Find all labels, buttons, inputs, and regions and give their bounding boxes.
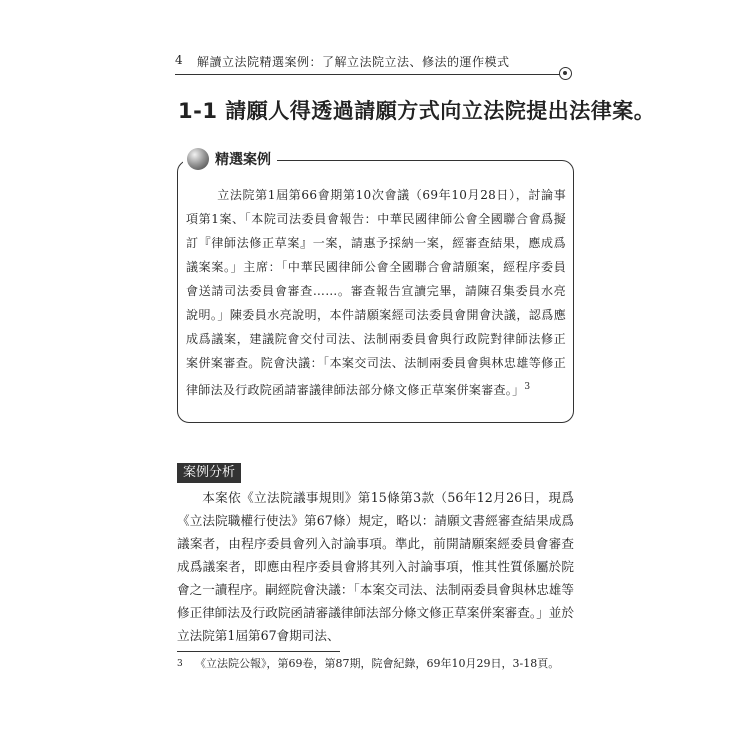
footnote-reference: 3 bbox=[524, 382, 531, 392]
section-title: 1-1 請願人得透過請願方式向立法院提出法律案。 bbox=[178, 99, 656, 123]
header-rule bbox=[175, 74, 562, 75]
footnote-rule bbox=[177, 651, 340, 652]
case-box-tag bbox=[183, 146, 277, 172]
page-number: 4 bbox=[175, 53, 184, 67]
analysis-paragraph: 本案依《立法院議事規則》第15條第3款（56年12月26日，現爲《立法院職權行使法》第67條）規定，略以：請願文書經審查結果成爲議案者，由程序委員會列入討論事項。準此，前開請願案經委員會審查成爲議案者，即應由程序委員會將其列入討論事項，惟其性質係屬於院會之一讀程序。嗣經院會決議：「本案交司法、法制兩委員會與林忠雄等修正律師法及行政院函請審議律師法部分條文修正草案併案審查。」並於立法院第1屆第67會期司法、 bbox=[177, 490, 574, 643]
running-header-title: 解讀立法院精選案例：了解立法院立法、修法的運作模式 bbox=[197, 55, 510, 69]
footnote bbox=[177, 655, 577, 673]
header-circle-ornament bbox=[559, 67, 572, 80]
case-box-paragraph: 立法院第1屆第66會期第10次會議（69年10月28日），討論事項第1案、「本院司法委員會報告：中華民國律師公會全國聯合會爲擬訂『律師法修正草案』一案，請惠予採納一案，經審查結果，應成爲議案案。」主席：「中華民國律師公會全國聯合會請願案，經程序委員會送請司法委員會審查……。審查報告宣讀完畢，請陳召集委員水亮說明。」陳委員水亮說明，本件請願案經司法委員會開會決議，認爲應成爲議案，建議院會交付司法、法制兩委員會與行政院對律師法修正案併案審查。院會決議：「本案交司法、法制兩委員會與林忠雄等修正律師法及行政院函請審議律師法部分條文修正草案併案審查。」 bbox=[186, 188, 566, 397]
sphere-bullet-icon bbox=[187, 148, 209, 170]
case-box-text bbox=[186, 183, 566, 402]
analysis-label: 案例分析 bbox=[177, 463, 241, 483]
running-header bbox=[175, 53, 570, 73]
case-box-label: 精選案例 bbox=[215, 152, 271, 168]
analysis-body bbox=[177, 486, 574, 647]
footnote-number: 3 bbox=[177, 659, 183, 669]
footnote-text: 《立法院公報》，第69卷，第87期，院會紀錄，69年10月29日，3-18頁。 bbox=[195, 657, 560, 670]
